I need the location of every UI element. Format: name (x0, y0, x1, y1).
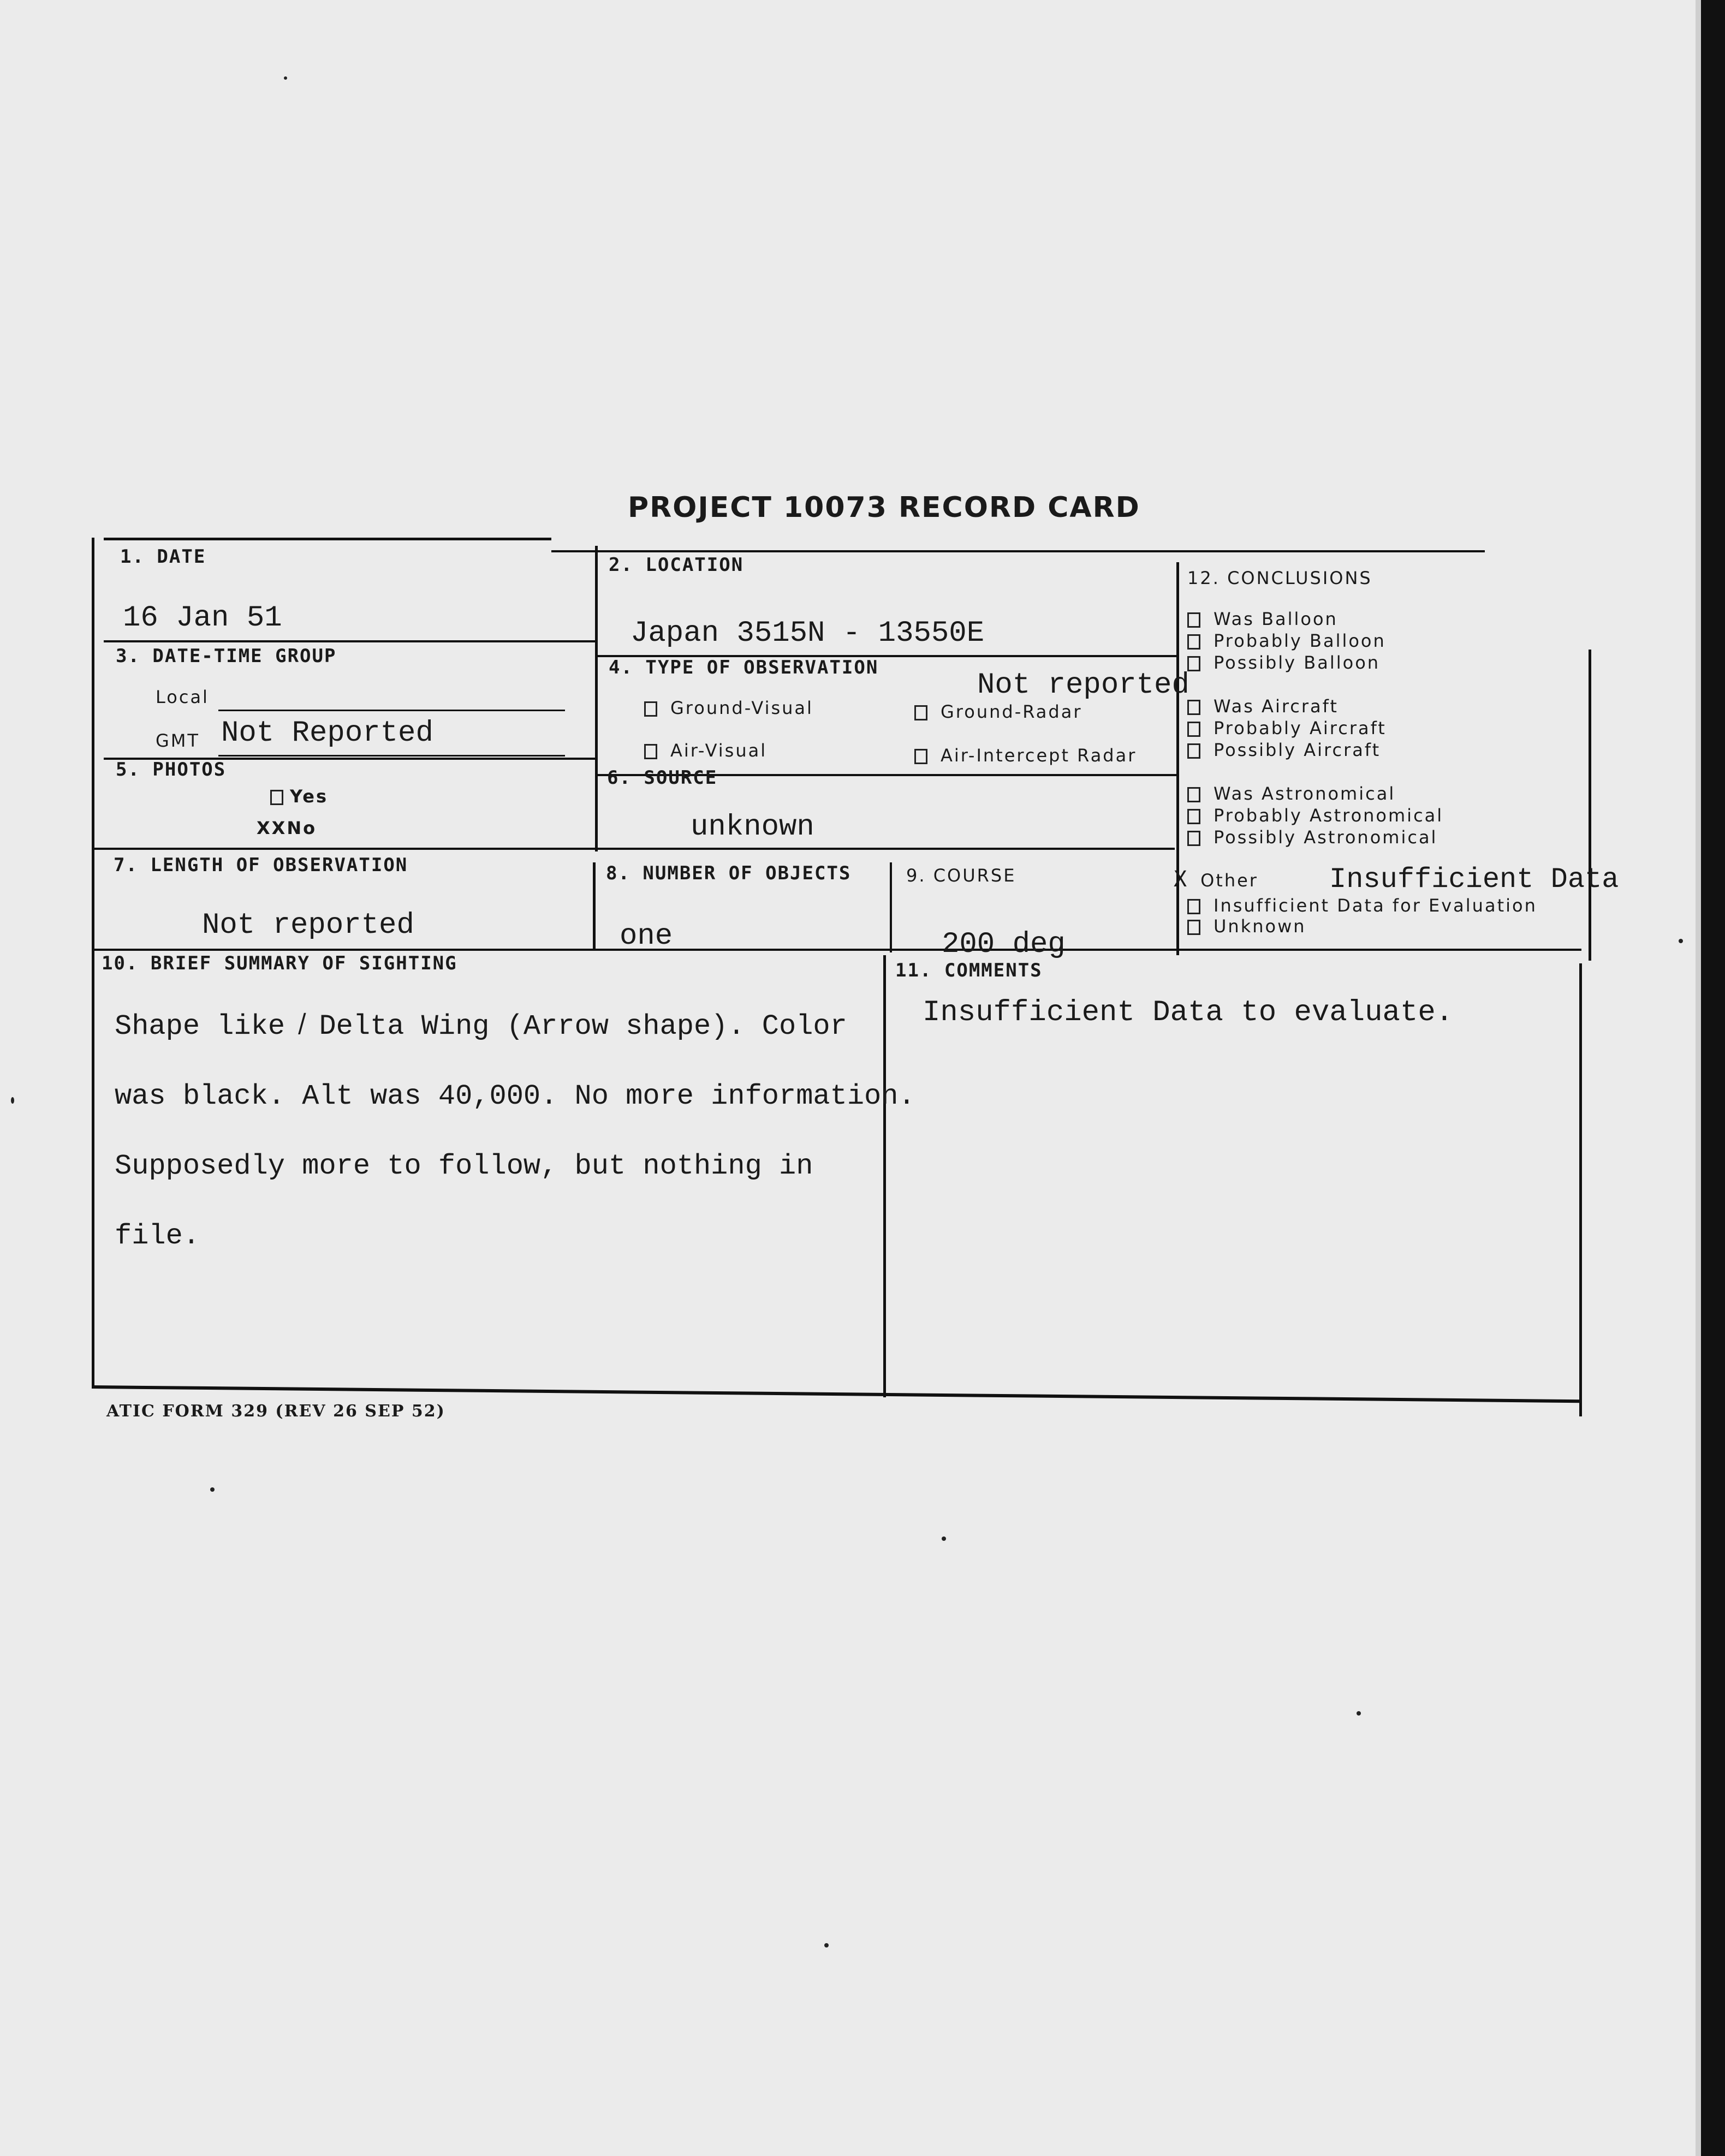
checkbox-icon (1187, 899, 1200, 914)
option-label: Ground-Visual (670, 698, 813, 718)
scan-speck (11, 1097, 14, 1104)
conclusion-other-value: Insufficient Data (1329, 863, 1619, 896)
summary-text (115, 974, 915, 1289)
conclusion-probably-balloon (1187, 630, 1386, 651)
left-border (92, 538, 94, 1386)
row1-line-left (104, 640, 595, 642)
checkbox-icon (914, 749, 927, 764)
conclusion-label: Possibly Astronomical (1214, 827, 1438, 848)
conclusions-label: 12. CONCLUSIONS (1187, 568, 1372, 588)
right-border (1579, 963, 1582, 1416)
number-of-objects-label: 8. NUMBER OF OBJECTS (606, 862, 852, 884)
conclusion-other (1174, 867, 1258, 892)
date-label: 1. DATE (120, 546, 206, 568)
scan-speck (284, 76, 287, 80)
row4-line (94, 949, 1581, 951)
row3-line (94, 848, 1175, 850)
scan-speck (824, 1943, 829, 1947)
conclusion-label: Possibly Aircraft (1214, 740, 1381, 760)
photos-label: 5. PHOTOS (116, 759, 227, 781)
right-border-top (1589, 650, 1591, 961)
date-time-group-label: 3. DATE-TIME GROUP (116, 645, 337, 667)
scan-speck (1679, 939, 1683, 943)
checkbox-icon (644, 744, 657, 759)
option-label: Air-Visual (670, 740, 768, 761)
conclusion-label: Was Aircraft (1214, 696, 1339, 717)
divider-date-location (595, 546, 598, 851)
location-value: Japan 3515N - 13550E (630, 617, 985, 650)
conclusion-was-balloon (1187, 609, 1338, 629)
conclusion-label: Unknown (1214, 916, 1306, 937)
scan-speck (210, 1487, 215, 1492)
summary-line: Supposedly more to follow, but nothing in (115, 1150, 813, 1182)
checkbox-icon (1187, 722, 1200, 737)
checkbox-icon (644, 701, 657, 717)
card-title: PROJECT 10073 RECORD CARD (628, 491, 1140, 524)
conclusion-insufficient-data (1187, 895, 1537, 916)
comments-value: Insufficient Data to evaluate. (923, 996, 1454, 1029)
conclusion-possibly-balloon (1187, 652, 1380, 673)
checkbox-icon (1187, 656, 1200, 671)
local-label: Local (156, 687, 209, 707)
date-value: 16 Jan 51 (123, 601, 282, 635)
local-underline (218, 710, 565, 711)
divider-objects-course (890, 862, 892, 952)
conclusion-possibly-aircraft (1187, 740, 1381, 760)
conclusion-label: Was Astronomical (1214, 783, 1396, 804)
checkbox-icon (1187, 612, 1200, 628)
conclusion-possibly-astronomical (1187, 827, 1437, 848)
checkbox-icon (1187, 743, 1200, 759)
top-border-right (551, 550, 1485, 552)
summary-line: file. (115, 1220, 200, 1252)
conclusion-probably-aircraft (1187, 718, 1387, 738)
option-label: Ground-Radar (941, 701, 1082, 722)
length-value: Not reported (202, 909, 414, 942)
number-of-objects-value: one (620, 920, 673, 953)
course-label: 9. COURSE (906, 865, 1016, 886)
divider-location-conclusions (1176, 562, 1179, 955)
type-of-observation-value: Not reported (977, 669, 1189, 702)
conclusion-probably-astronomical (1187, 805, 1443, 826)
option-label: Air-Intercept Radar (941, 745, 1137, 766)
type-of-observation-label: 4. TYPE OF OBSERVATION (609, 657, 879, 678)
conclusion-label: Possibly Balloon (1214, 652, 1381, 673)
option-ground-radar (914, 701, 1082, 722)
checkbox-icon (1187, 831, 1200, 846)
comments-label: 11. COMMENTS (895, 960, 1043, 981)
checkbox-icon (1187, 809, 1200, 824)
checkbox-icon (1187, 920, 1200, 935)
conclusion-label: Insufficient Data for Evaluation (1214, 895, 1537, 916)
option-air-intercept-radar (914, 745, 1137, 766)
conclusion-label: Was Balloon (1214, 609, 1338, 629)
form-footer: ATIC FORM 329 (REV 26 SEP 52) (106, 1402, 445, 1421)
conclusion-was-aircraft (1187, 696, 1339, 717)
length-label: 7. LENGTH OF OBSERVATION (114, 854, 408, 876)
bottom-border (92, 1385, 1582, 1403)
conclusion-label: Probably Aircraft (1214, 718, 1387, 738)
conclusion-label: Probably Astronomical (1214, 805, 1444, 826)
option-air-visual (644, 740, 767, 761)
source-label: 6. SOURCE (607, 767, 718, 789)
conclusion-was-astronomical (1187, 783, 1395, 804)
summary-label: 10. BRIEF SUMMARY OF SIGHTING (102, 952, 457, 974)
conclusion-unknown (1187, 916, 1306, 937)
checkbox-icon (270, 790, 283, 805)
source-value: unknown (691, 811, 814, 844)
location-label: 2. LOCATION (609, 554, 744, 576)
gmt-label: GMT (156, 730, 200, 751)
photos-no: XXNo (257, 818, 317, 838)
divider-date-location-lower (593, 862, 596, 949)
gmt-value: Not Reported (221, 717, 433, 750)
conclusion-label: Probably Balloon (1214, 630, 1386, 651)
conclusion-label: Other (1200, 870, 1258, 891)
scan-edge (1701, 0, 1725, 2156)
scan-edge-shadow (1696, 0, 1701, 2156)
summary-line: was black. Alt was 40,000. No more information. (115, 1080, 915, 1112)
checkbox-icon (1187, 700, 1200, 715)
option-ground-visual (644, 698, 813, 718)
checkbox-icon (1187, 634, 1200, 650)
top-border-left (104, 538, 551, 540)
photos-yes-label: Yes (290, 786, 328, 807)
summary-line: Shape like ̸ Delta Wing (Arrow shape). Color (115, 1010, 847, 1043)
checked-mark-icon: X (1174, 867, 1189, 892)
photos-yes (270, 786, 328, 807)
scan-speck (1357, 1711, 1361, 1716)
gmt-underline (218, 755, 565, 757)
scan-speck (942, 1536, 946, 1541)
checkbox-icon (1187, 787, 1200, 802)
course-value: 200 deg (942, 928, 1066, 961)
checkbox-icon (914, 705, 927, 720)
